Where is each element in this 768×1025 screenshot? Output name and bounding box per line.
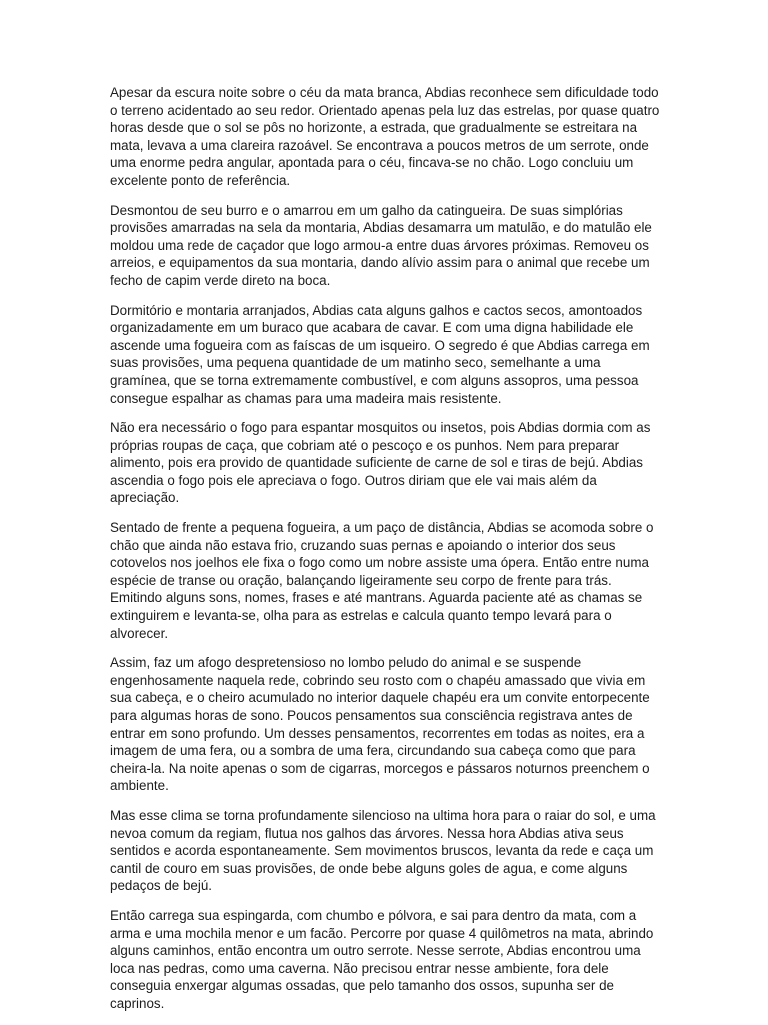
paragraph-5: Sentado de frente a pequena fogueira, a um paço de distância, Abdias se acomoda sobre o chão que ainda não estava frio, cruzando suas pernas e apoiando o interior dos seus cotovelos nos joelhos ele fixa o fogo como um nobre assiste uma ópera. Então entre numa espécie de transe ou oração, balançando ligeiramente seu corpo de frente para trás. Emitindo alguns sons, nomes, frases e até mantrans. Aguarda paciente até as chamas se extinguirem e levanta-se, olha para as estrelas e calcula quanto tempo levará para o alvorecer.: [110, 520, 654, 641]
document-body: [110, 84, 662, 1025]
paragraph-3: Dormitório e montaria arranjados, Abdias cata alguns galhos e cactos secos, amontoados organizadamente em um buraco que acabara de cavar. E com uma digna habilidade ele ascende uma fogueira com as faíscas de um isqueiro. O segredo é que Abdias carrega em suas provisões, uma pequena quantidade de um matinho seco, semelhante a uma gramínea, que se torna extremamente combustível, e com alguns assopros, uma pessoa consegue espalhar as chamas para uma madeira mais resistente.: [110, 302, 650, 406]
paragraph-7: Mas esse clima se torna profundamente silencioso na ultima hora para o raiar do sol, e uma nevoa comum da regiam, flutua nos galhos das árvores. Nessa hora Abdias ativa seus sentidos e acorda espontaneamente. Sem movimentos bruscos, levanta da rede e caça um cantil de couro em suas provisões, de onde bebe alguns goles de agua, e come alguns pedaços de bejú.: [110, 807, 656, 894]
paragraph-6: Assim, faz um afogo despretensioso no lombo peludo do animal e se suspende engenhosamente naquela rede, cobrindo seu rosto com o chapéu amassado que vivia em sua cabeça, e o cheiro acumulado no interior daquele chapéu era um convite entorpecente para algumas horas de sono. Poucos pensamentos sua consciência registrava antes de entrar em sono profundo. Um desses pensamentos, recorrentes em todas as noites, era a imagem de uma fera, ou a sombra de uma fera, circundando sua cabeça como que para cheira-la. Na noite apenas o som de cigarras, morcegos e pássaros noturnos preenchem o ambiente.: [110, 655, 650, 794]
paragraph-8: Então carrega sua espingarda, com chumbo e pólvora, e sai para dentro da mata, com a arma e uma mochila menor e um facão. Percorre por quase 4 quilômetros na mata, abrindo alguns caminhos, então encontra um outro serrote. Nesse serrote, Abdias encontrou uma loca nas pedras, como uma caverna. Não precisou entrar nesse ambiente, fora dele conseguia enxergar algumas ossadas, que pelo tamanho dos ossos, supunha ser de caprinos.: [110, 907, 654, 1011]
paragraph-4: Não era necessário o fogo para espantar mosquitos ou insetos, pois Abdias dormia com as próprias roupas de caça, que cobriam até o pescoço e os punhos. Nem para preparar alimento, pois era provido de quantidade suficiente de carne de sol e tiras de bejú. Abdias ascendia o fogo pois ele apreciava o fogo. Outros diriam que ele vai mais além da apreciação.: [110, 420, 651, 506]
paragraph-2: Desmontou de seu burro e o amarrou em um galho da catingueira. De suas simplórias provisões amarradas na sela da montaria, Abdias desamarra um matulão, e do matulão ele moldou uma rede de caçador que logo armou-a entre duas árvores próximas. Removeu os arreios, e equipamentos da sua montaria, dando alívio assim para o animal que recebe um fecho de capim verde direto na boca.: [110, 202, 652, 288]
paragraph-1: Apesar da escura noite sobre o céu da mata branca, Abdias reconhece sem dificuldade todo o terreno acidentado ao seu redor. Orientado apenas pela luz das estrelas, por quase quatro horas desde que o sol se pôs no horizonte, a estrada, que gradualmente se estreitara na mata, levava a uma clareira razoável. Se encontrava a poucos metros de um serrote, onde uma enorme pedra angular, apontada para o céu, fincava-se no chão. Logo concluiu um excelente ponto de referência.: [110, 85, 660, 188]
